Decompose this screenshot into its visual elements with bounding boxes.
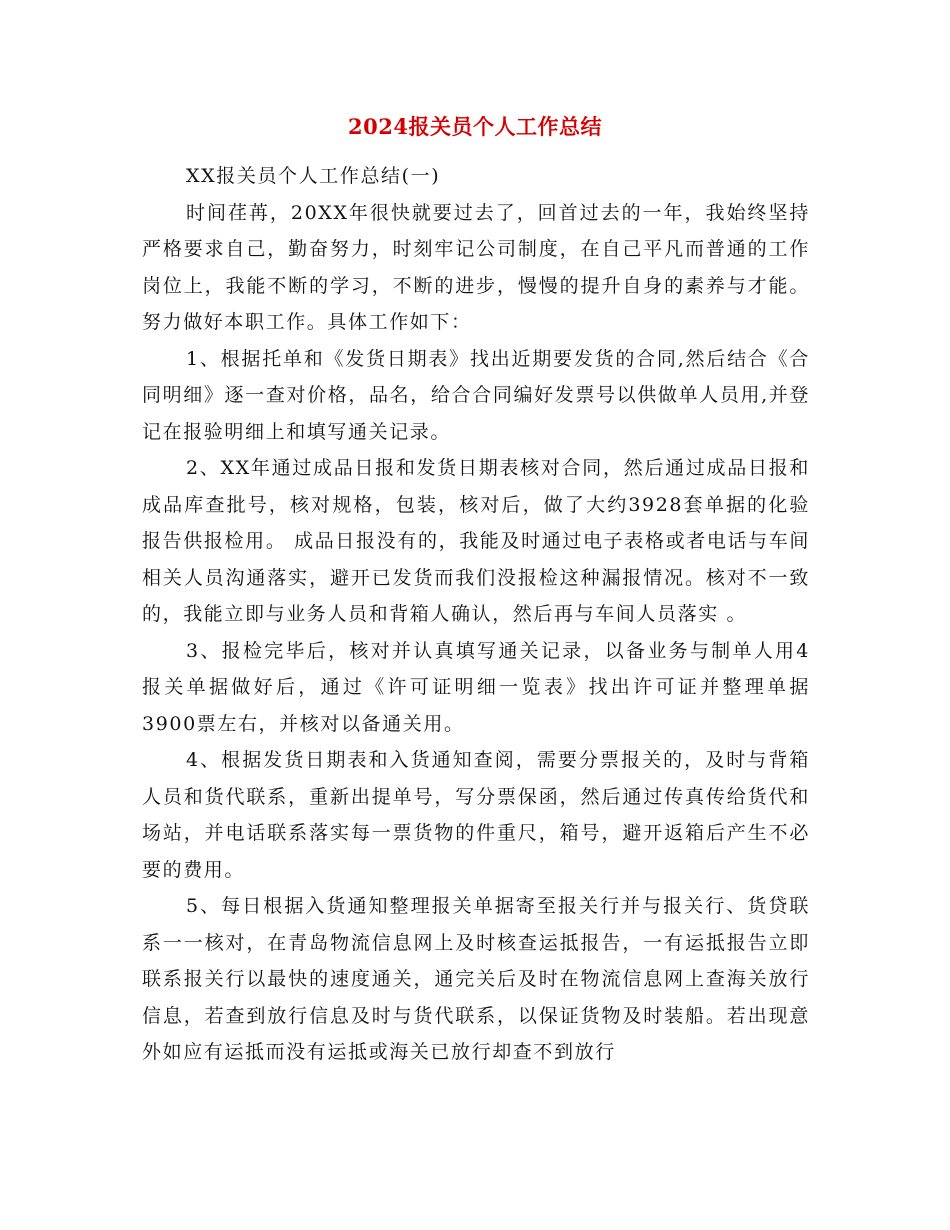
document-title: 2024报关员个人工作总结 <box>348 114 602 139</box>
paragraph-item-5: 5、每日根据入货通知整理报关单据寄至报关行并与报关行、货贷联系一一核对，在青岛物流信息网上及时核查运抵报告，一有运抵报告立即联系报关行以最快的速度通关，通完关后及时在物流信息网上查海关放行信息，若查到放行信息及时与货代联系，以保证货物及时装船。若出现意外如应有运抵而没有运抵或海关已放行却查不到放行 <box>142 895 810 1063</box>
paragraph-item-3: 3、报检完毕后，核对并认真填写通关记录，以备业务与制单人用4报关单据做好后，通过《许可证明细一览表》找出许可证并整理单据3900票左右，并核对以备通关用。 <box>142 639 810 735</box>
paragraph-intro: 时间荏苒，20XX年很快就要过去了，回首过去的一年，我始终坚持严格要求自己，勤奋努力，时刻牢记公司制度，在自己平凡而普通的工作岗位上，我能不断的学习，不断的进步，慢慢的提升自身的素养与才能。努力做好本职工作。具体工作如下： <box>142 201 810 333</box>
section-heading: XX报关员个人工作总结(一) <box>186 165 441 187</box>
document-body <box>142 158 810 1071</box>
paragraph-item-1: 1、根据托单和《发货日期表》找出近期要发货的合同,然后结合《合同明细》逐一查对价格，品名，给合合同编好发票号以供做单人员用,并登记在报验明细上和填写通关记录。 <box>142 347 810 443</box>
paragraph-item-2: 2、XX年通过成品日报和发货日期表核对合同，然后通过成品日报和成品库查批号，核对规格，包装，核对后，做了大约3928套单据的化验报告供报检用。 成品日报没有的，我能及时通过电子表格或者电话与车间相关人员沟通落实，避开已发货而我们没报检这种漏报情况。核对不一致的，我能立即与业务人员和背箱人确认，然后再与车间人员落实 。 <box>142 457 810 625</box>
paragraph-item-4: 4、根据发货日期表和入货通知查阅，需要分票报关的，及时与背箱人员和货代联系，重新出提单号，写分票保函，然后通过传真传给货代和场站，并电话联系落实每一票货物的件重尺，箱号，避开返箱后产生不必要的费用。 <box>142 749 810 881</box>
